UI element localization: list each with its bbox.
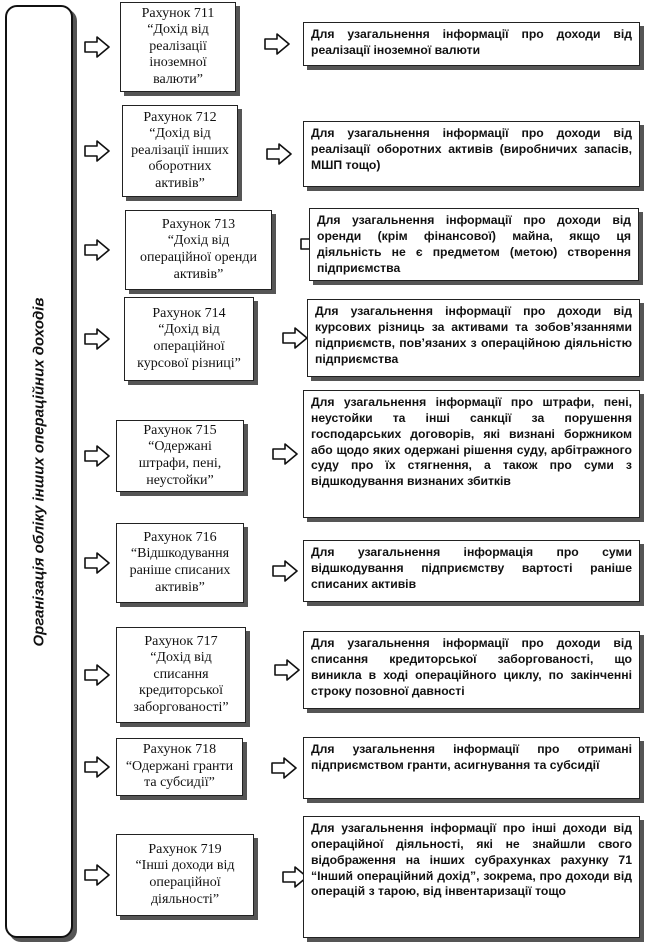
account-name: “Відшкодування раніше списаних активів” <box>129 546 231 595</box>
right-arrow-icon <box>282 327 308 354</box>
account-box <box>116 738 243 796</box>
account-name: “Інші доходи від операційної діяльності” <box>135 858 235 907</box>
main-category-box <box>5 5 73 938</box>
right-arrow-icon <box>84 36 110 63</box>
account-box <box>125 210 272 290</box>
account-box <box>116 420 244 492</box>
account-name: “Одержані гранти та субсидії” <box>125 758 234 791</box>
account-description: Для узагальнення інформації про отримані підприємством гранти, асигнування та субсидії <box>303 737 640 799</box>
account-name: “Дохід від списання кредиторської заборгованості” <box>133 650 229 715</box>
right-arrow-icon <box>84 445 110 472</box>
right-arrow-icon <box>264 33 290 60</box>
right-arrow-icon <box>272 560 298 587</box>
account-number: Рахунок 714 <box>152 305 226 321</box>
account-number: Рахунок 717 <box>144 633 218 649</box>
right-arrow-icon <box>84 239 110 266</box>
account-description: Для узагальнення інформації про доходи від реалізації оборотних активів (виробничих запасів, МШП тощо) <box>303 121 640 187</box>
account-number: Рахунок 715 <box>143 422 217 438</box>
account-name: “Дохід від операційної оренди активів” <box>140 233 257 282</box>
account-name: “Дохід від реалізації інших оборотних активів” <box>131 126 229 191</box>
account-name: “Дохід від реалізації іноземної валюти” <box>147 22 209 87</box>
account-box <box>120 2 236 92</box>
right-arrow-icon <box>84 756 110 783</box>
right-arrow-icon <box>84 552 110 579</box>
account-box <box>124 297 254 381</box>
account-box <box>122 105 238 197</box>
account-box <box>116 834 254 916</box>
right-arrow-icon <box>84 664 110 691</box>
account-number: Рахунок 713 <box>161 216 236 232</box>
account-box <box>116 627 246 723</box>
account-description: Для узагальнення інформації про доходи від оренди (крім фінансової) майна, якщо ця діяльність не є предметом (метою) створення підприємства <box>309 208 639 281</box>
account-description: Для узагальнення інформації про інші доходи від операційної діяльності, які не знайшли свого відображення на інших субрахунках рахунку 71 “Інший операційний дохід”, зокрема, про доходи від операцій з тарою, від інвентаризації тощо <box>303 816 640 938</box>
main-category-label: Організація обліку інших операційних доходів <box>30 297 48 646</box>
account-number: Рахунок 719 <box>148 841 222 857</box>
right-arrow-icon <box>274 659 300 686</box>
account-number: Рахунок 712 <box>143 109 217 125</box>
account-number: Рахунок 711 <box>141 5 215 21</box>
right-arrow-icon <box>266 143 292 170</box>
account-name: “Дохід від операційної курсової різниці” <box>137 322 241 371</box>
right-arrow-icon <box>84 140 110 167</box>
account-description: Для узагальнення інформації про доходи від списання кредиторської заборгованості, що виникла в ході операційного циклу, по закінченні строку позовної давності <box>303 631 640 709</box>
account-box <box>116 523 244 603</box>
right-arrow-icon <box>84 864 110 891</box>
account-description: Для узагальнення інформації про доходи від реалізації іноземної валюти <box>303 22 640 66</box>
right-arrow-icon <box>272 443 298 470</box>
account-number: Рахунок 716 <box>143 529 217 545</box>
right-arrow-icon <box>84 328 110 355</box>
right-arrow-icon <box>271 757 297 784</box>
account-name: “Одержані штрафи, пені, неустойки” <box>138 439 222 488</box>
account-description: Для узагальнення інформації про доходи від курсових різниць за активами та зобов’язаннями підприємств, пов’язаних з операційною діяльністю підприємства <box>307 299 640 377</box>
account-number: Рахунок 718 <box>142 742 217 758</box>
account-description: Для узагальнення інформація про суми відшкодування підприємству вартості раніше списаних активів <box>303 540 640 602</box>
account-description: Для узагальнення інформації про штрафи, пені, неустойки та інші санкції за порушення господарських договорів, які визнані боржником або щодо яких одержані рішення суду, арбітражного суду про їх стягнення, а також про суми з відшкодування визнаних збитків <box>303 390 640 518</box>
